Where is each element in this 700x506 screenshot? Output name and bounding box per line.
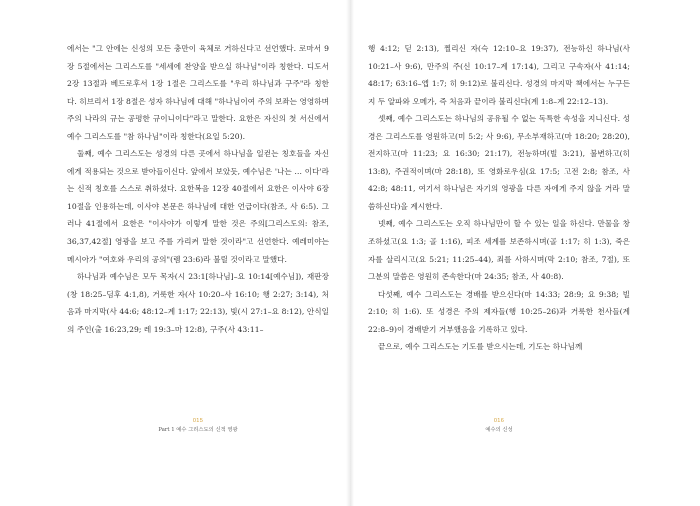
running-head: Part 1 예수 그리스도의 신적 영광 [158,427,238,433]
paragraph: 다섯째, 예수 그리스도는 경배를 받으신다(마 14:33; 28:9; 요 9:38; 빌 2:10; 히 1:6). 또 성경은 주의 제자들(행 10:25–26)과 거룩한 천사들(계 22:8–9)이 경배받기 거부했음을 기록하고 있다. [368,289,630,334]
book-gutter [346,0,354,506]
paragraph: 하나님과 예수님은 모두 목자(시 23:1[하나님]–요 10:14[예수님]), 재판장(창 18:25–딤후 4:1,8), 거룩한 자(사 10:20–사 16:10; 행 2:27; 3:14), 처음과 마지막(사 44:6; 48:12–계 1:17; 22:13), 빛(시 27:1–요 8:12), 안식일의 주인(출 16:23,29; 레 19:3–마 12:8), 구주(사 43:11– [67,272,329,334]
paragraph: 셋째, 예수 그리스도는 하나님의 공유될 수 없는 독특한 속성을 지니신다. 성경은 그리스도를 영원하고(미 5:2; 사 9:6), 무소부재하고(마 18:20; 28:20), 전지하고(마 11:23; 요 16:30; 21:17), 전능하며(빌 3:21), 불변하고(히 13:8), 주권적이며(마 28:18), 또 영화로우심(요 17:5; 고전 2:8; 참조, 사 42:8; 48:11, 여기서 하나님은 자기의 영광을 다른 자에게 주지 않을 거라 말씀하신다)을 계시한다. [368,114,630,211]
paragraph: 에서는 "그 안에는 신성의 모든 충만이 육체로 거하신다고 선언했다. 로마서 9장 5절에서는 그리스도를 "세세에 찬양을 받으실 하나님"이라 칭한다. 디도서 2장 13절과 베드로후서 1장 1절은 그리스도를 "우리 하나님과 구주"라 칭한다. 히브리서 1장 8절은 성자 하나님에 대해 "하나님이여 주의 보좌는 영영하며 주의 나라의 규는 공평한 규이니이다"라고 말한다. 요한은 자신의 첫 서신에서 예수 그리스도를 "참 하나님"이라 칭한다(요일 5:20). [67,44,329,141]
right-page-footer [368,417,630,434]
page-number: 016 [493,418,505,424]
paragraph: 행 4:12; 딛 2:13), 찔리신 자(슥 12:10–요 19:37), 전능하신 하나님(사 10:21–사 9:6), 만주의 주(신 10:17–계 17:14), 그리고 구속자(사 41:14; 48:17; 63:16–엡 1:7; 히 9:12)로 불리신다. 성경의 마지막 책에서는 누구든지 두 알파와 오메가, 즉 처음과 끝이라 불리신다(계 1:8–계 22:12–13). [368,44,630,106]
running-head: 예수의 신성 [485,427,513,433]
paragraph: 둘째, 예수 그리스도는 성경의 다른 곳에서 하나님을 일컫는 칭호들을 자신에게 적용되는 것으로 받아들이신다. 앞에서 보았듯, 예수님은 '나는 … 이다'라는 신적 칭호를 스스로 취하셨다. 요한복음 12장 40절에서 요한은 이사야 6장 10절을 인용하는데, 이사야 본문은 하나님에 대한 언급이다(참조, 사 6:5). 그러나 41절에서 요한은 "이사야가 이렇게 말한 것은 주의[그리스도의: 참조, 36,37,42절] 영광을 보고 주를 가리켜 말한 것이라"고 선언한다. 예레미야는 메시아가 "여호와 우리의 공의"(렘 23:6)라 불릴 것이라고 말했다. [67,149,329,264]
left-page-body [67,40,329,338]
page-number: 015 [192,418,204,424]
paragraph: 넷째, 예수 그리스도는 오직 하나님만이 할 수 있는 일을 하신다. 만물을 창조하셨고(요 1:3; 골 1:16), 피조 세계를 보존하시며(골 1:17; 히 1:3), 죽은 자를 살리시고(요 5:21; 11:25–44), 죄를 사하시며(막 2:10; 참조, 7절), 또 그분의 말씀은 영원히 존속한다(마 24:35; 참조, 사 40:8). [368,219,630,282]
paragraph: 끝으로, 예수 그리스도는 기도를 받으시는데, 기도는 하나님께 [378,342,583,352]
right-page-body [368,40,630,356]
left-page-footer [67,417,329,434]
